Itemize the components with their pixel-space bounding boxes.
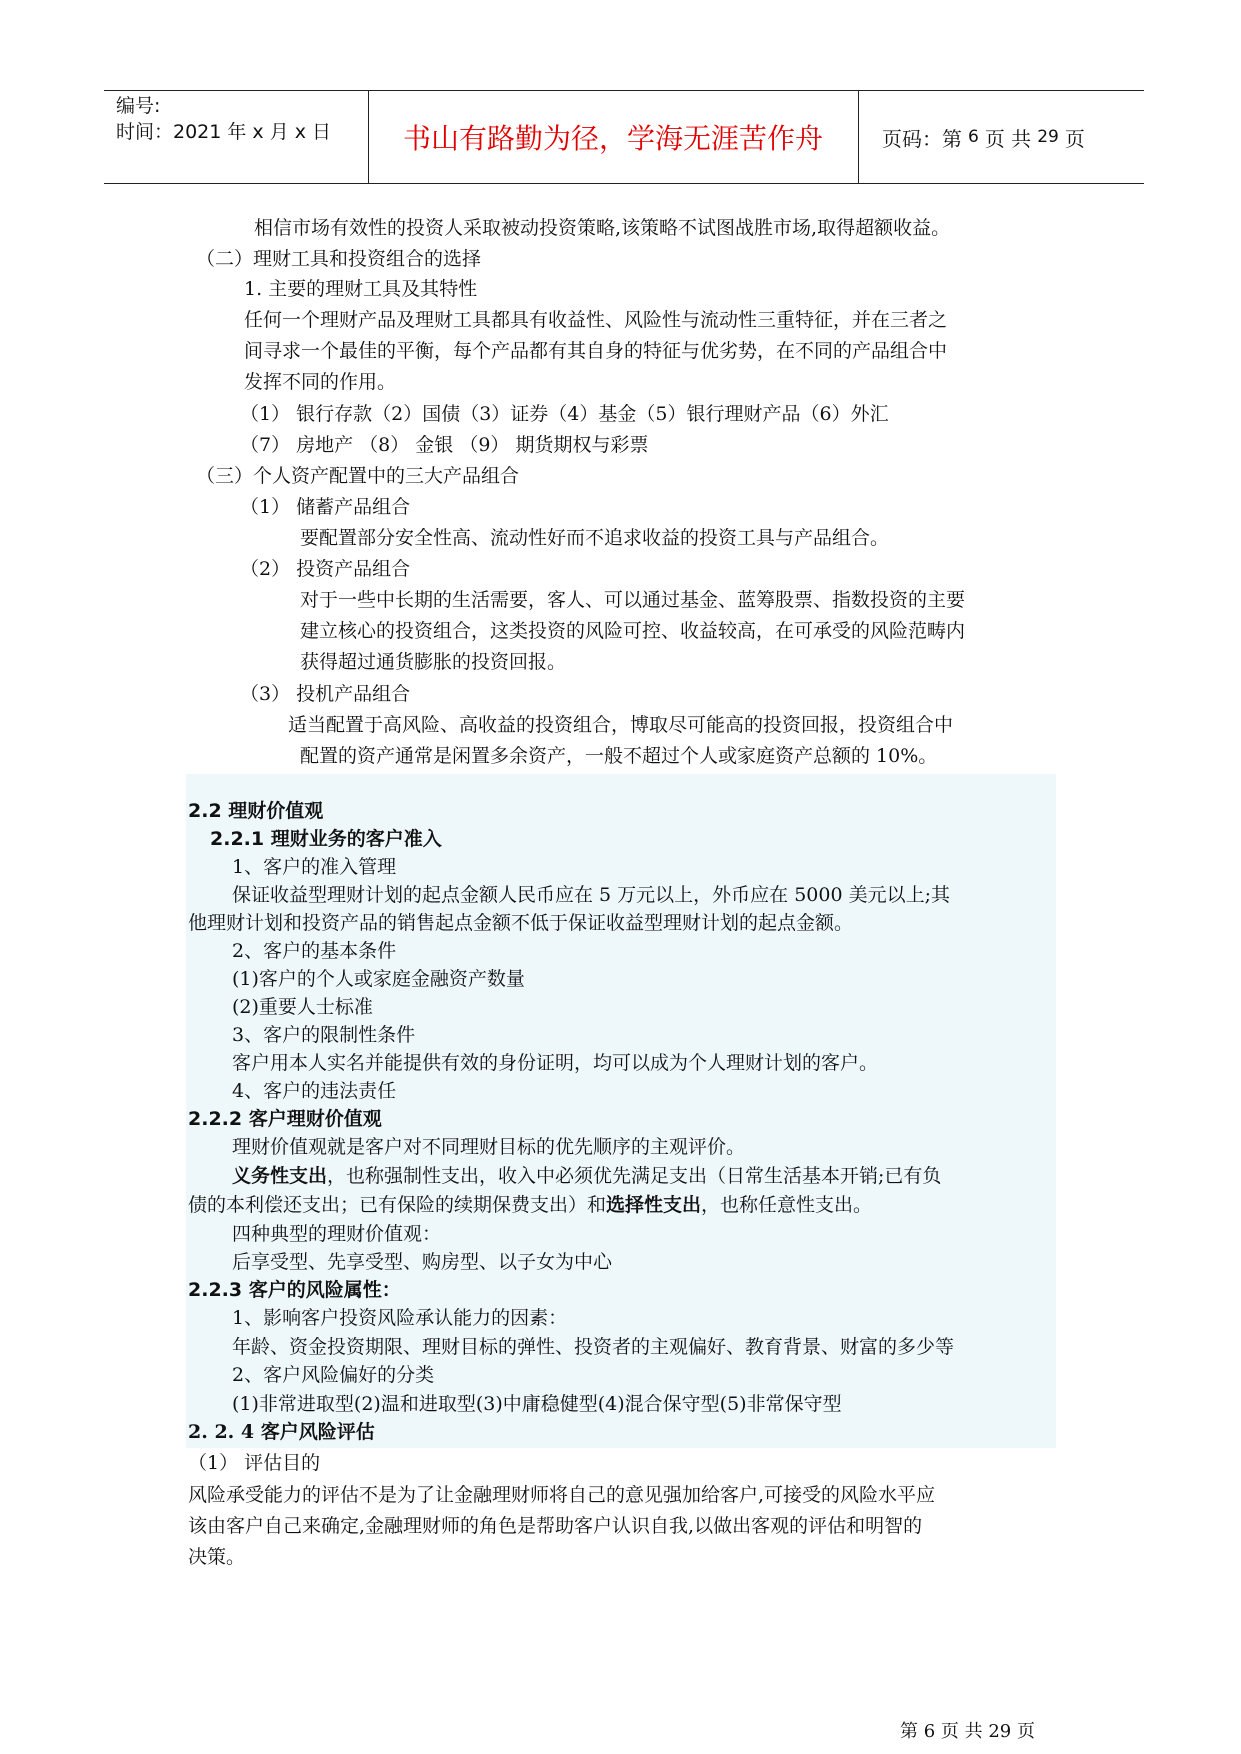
paragraph-line: (1)客户的个人或家庭金融资产数量: [232, 968, 525, 990]
paragraph-line: 客户用本人实名并能提供有效的身份证明，均可以成为个人理财计划的客户。: [232, 1052, 879, 1074]
paragraph-line: 他理财计划和投资产品的销售起点金额不低于保证收益型理财计划的起点金额。: [188, 912, 854, 934]
list-item: （1） 储蓄产品组合: [240, 496, 411, 518]
section-heading: （二）理财工具和投资组合的选择: [196, 248, 482, 270]
paragraph-line: 3、客户的限制性条件: [232, 1024, 416, 1046]
paragraph-line: 获得超过通货膨胀的投资回报。: [300, 651, 567, 673]
paragraph-line: (1)非常进取型(2)温和进取型(3)中庸稳健型(4)混合保守型(5)非常保守型: [232, 1393, 842, 1415]
paragraph-line: 2、客户的基本条件: [232, 940, 397, 962]
paragraph-line: 理财价值观就是客户对不同理财目标的优先顺序的主观评价。: [232, 1136, 746, 1158]
section-heading: 2.2 理财价值观: [188, 800, 324, 822]
paragraph-text: 债的本利偿还支出；已有保险的续期保费支出）和: [188, 1194, 607, 1216]
subsection-heading: 2.2.2 客户理财价值观: [188, 1108, 382, 1130]
page-label-prefix: 页码：第: [882, 126, 962, 151]
header-motto: 书山有路勤为径，学海无涯苦作舟: [402, 122, 823, 155]
number-label: 编号:: [116, 95, 161, 117]
header-meta: [116, 93, 331, 145]
paragraph-line: 风险承受能力的评估不是为了让金融理财师将自己的意见强加给客户,可接受的风险水平应: [188, 1484, 936, 1506]
subheading: 1. 主要的理财工具及其特性: [244, 278, 478, 300]
page-current: 6: [968, 127, 979, 147]
page-header: [104, 90, 1144, 184]
paragraph-line: 配置的资产通常是闲置多余资产，一般不超过个人或家庭资产总额的 10%。: [300, 745, 938, 767]
paragraph-line: 任何一个理财产品及理财工具都具有收益性、风险性与流动性三重特征，并在三者之: [244, 309, 948, 331]
paragraph-line: [232, 1162, 941, 1190]
emphasis-term: 义务性支出: [232, 1165, 328, 1187]
paragraph-line: 建立核心的投资组合，这类投资的风险可控、收益较高，在可承受的风险范畴内: [300, 620, 966, 642]
subsection-heading: 2. 2. 4 客户风险评估: [188, 1421, 375, 1443]
paragraph-line: [188, 1191, 872, 1219]
header-page-number: [868, 91, 1085, 183]
page-label-mid: 页 共: [984, 126, 1032, 151]
paragraph-line: 后享受型、先享受型、购房型、以子女为中心: [232, 1251, 613, 1273]
paragraph-line: 1、客户的准入管理: [232, 856, 397, 878]
page-footer: 第 6 页 共 29 页: [900, 1721, 1035, 1742]
list-item: （7） 房地产 （8） 金银 （9） 期货期权与彩票: [240, 434, 649, 456]
emphasis-term: 选择性支出: [606, 1194, 702, 1216]
list-item: （3） 投机产品组合: [240, 683, 411, 705]
paragraph-line: 保证收益型理财计划的起点金额人民币应在 5 万元以上，外币应在 5000 美元以上;其: [232, 884, 951, 906]
page-total: 29: [1037, 127, 1059, 147]
header-divider: [858, 91, 859, 183]
subsection-heading: 2.2.3 客户的风险属性：: [188, 1279, 401, 1301]
paragraph-line: 四种典型的理财价值观：: [232, 1223, 442, 1245]
paragraph-line: 要配置部分安全性高、流动性好而不追求收益的投资工具与产品组合。: [300, 527, 890, 549]
paragraph-line: 年龄、资金投资期限、理财目标的弹性、投资者的主观偏好、教育背景、财富的多少等: [232, 1336, 955, 1358]
list-item: （2） 投资产品组合: [240, 558, 411, 580]
subsection-heading: 2.2.1 理财业务的客户准入: [210, 828, 442, 850]
section-heading: （三）个人资产配置中的三大产品组合: [196, 465, 520, 487]
time-label: 时间：2021 年 x 月 x 日: [116, 121, 332, 143]
list-item: （1） 评估目的: [188, 1452, 321, 1474]
paragraph-line: 对于一些中长期的生活需要，客人、可以通过基金、蓝筹股票、指数投资的主要: [300, 589, 966, 611]
paragraph-line: 发挥不同的作用。: [244, 371, 397, 393]
paragraph-line: 相信市场有效性的投资人采取被动投资策略,该策略不试图战胜市场,取得超额收益。: [254, 217, 951, 239]
paragraph-text: ，也称强制性支出，收入中必须优先满足支出（日常生活基本开销;已有负: [327, 1165, 942, 1187]
paragraph-line: 间寻求一个最佳的平衡，每个产品都有其自身的特征与优劣势，在不同的产品组合中: [244, 340, 948, 362]
page-label-suffix: 页: [1064, 126, 1085, 151]
list-item: （1） 银行存款（2）国债（3）证券（4）基金（5）银行理财产品（6）外汇: [240, 403, 889, 425]
paragraph-line: 该由客户自己来确定,金融理财师的角色是帮助客户认识自我,以做出客观的评估和明智的: [188, 1515, 923, 1537]
paragraph-text: ，也称任意性支出。: [701, 1194, 873, 1216]
paragraph-line: 适当配置于高风险、高收益的投资组合，博取尽可能高的投资回报，投资组合中: [288, 714, 954, 736]
paragraph-line: 决策。: [188, 1546, 246, 1568]
paragraph-line: 4、客户的违法责任: [232, 1080, 397, 1102]
paragraph-line: (2)重要人士标准: [232, 996, 373, 1018]
paragraph-line: 2、客户风险偏好的分类: [232, 1364, 435, 1386]
paragraph-line: 1、影响客户投资风险承认能力的因素：: [232, 1307, 568, 1329]
